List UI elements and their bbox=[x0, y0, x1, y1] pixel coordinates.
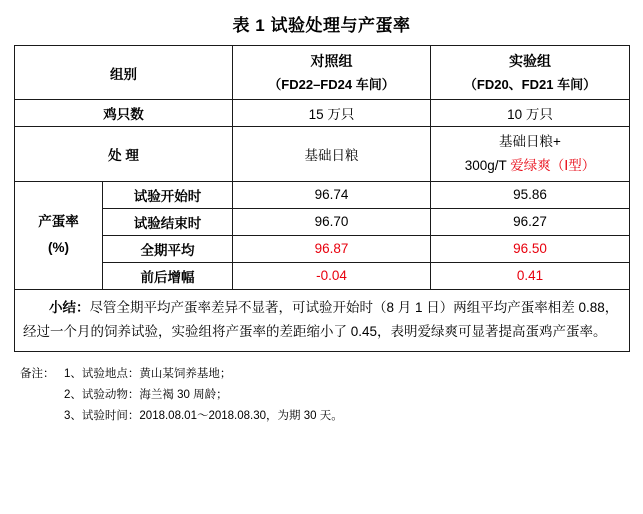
egg-rate-average-experiment: 96.50 bbox=[431, 235, 630, 262]
header-experiment-name: 实验组 bbox=[509, 53, 551, 69]
egg-rate-change-control: -0.04 bbox=[233, 262, 431, 289]
note-item-1 bbox=[64, 364, 629, 385]
egg-rate-end-experiment: 96.27 bbox=[431, 208, 630, 235]
note-item-3 bbox=[64, 406, 629, 427]
table-row bbox=[15, 100, 630, 127]
summary-text: 尽管全期平均产蛋率差异不显著，可试验开始时（8 月 1 日）两组平均产蛋率相差 0.88，经过一个月的饲养试验，实验组将产蛋率的差距缩小了 0.45，表明爱绿爽可显著提高蛋鸡产蛋率。 bbox=[23, 299, 619, 339]
treatment-experiment-line2 bbox=[433, 154, 627, 178]
note-2-text: 试验动物：海兰褐 30 周龄； bbox=[81, 388, 228, 401]
summary-cell bbox=[15, 289, 630, 351]
treatment-control: 基础日粮 bbox=[233, 127, 431, 181]
header-control-name: 对照组 bbox=[310, 53, 353, 69]
notes-section bbox=[14, 352, 629, 428]
egg-rate-label-line1: 产蛋率 bbox=[38, 214, 79, 230]
table-row bbox=[15, 127, 630, 181]
row-label-egg-rate bbox=[15, 181, 103, 289]
table-header-row bbox=[15, 46, 630, 100]
treatment-experiment-line1: 基础日粮+ bbox=[499, 134, 561, 150]
egg-rate-start-control: 96.74 bbox=[233, 181, 431, 208]
summary-lead: 小结： bbox=[49, 299, 90, 315]
note-3-number: 3、 bbox=[64, 410, 82, 423]
note-item-2 bbox=[64, 385, 629, 406]
sub-row-label-average: 全期平均 bbox=[103, 235, 233, 262]
sub-row-label-start: 试验开始时 bbox=[103, 181, 233, 208]
note-3-text: 试验时间：2018.08.01～2018.08.30，为期 30 天。 bbox=[81, 410, 343, 423]
sub-row-label-end: 试验结束时 bbox=[103, 208, 233, 235]
notes-prefix: 备注： bbox=[20, 367, 55, 380]
product-name-text: 爱绿爽（Ⅰ型） bbox=[510, 157, 596, 173]
experiment-results-table bbox=[14, 45, 630, 352]
egg-rate-change-experiment: 0.41 bbox=[431, 262, 630, 289]
table-row bbox=[15, 208, 630, 235]
page-title: 表 1 试验处理与产蛋率 bbox=[232, 16, 411, 35]
table-row bbox=[15, 262, 630, 289]
row-label-chicken-count: 鸡只数 bbox=[15, 100, 233, 127]
treatment-experiment bbox=[431, 127, 630, 181]
table-summary-row bbox=[15, 289, 630, 351]
egg-rate-label-line2: (%) bbox=[48, 240, 69, 255]
note-spacer-3 bbox=[20, 406, 64, 427]
egg-rate-average-control: 96.87 bbox=[233, 235, 431, 262]
header-group-label: 组别 bbox=[15, 46, 233, 100]
note-2-number: 2、 bbox=[64, 388, 82, 401]
note-row bbox=[20, 385, 629, 406]
row-label-treatment: 处 理 bbox=[15, 127, 233, 181]
table-row bbox=[15, 181, 630, 208]
dosage-text: 300g/T bbox=[464, 157, 511, 173]
note-row bbox=[20, 364, 629, 385]
chicken-count-control: 15 万只 bbox=[233, 100, 431, 127]
egg-rate-start-experiment: 95.86 bbox=[431, 181, 630, 208]
header-control-group bbox=[233, 46, 431, 100]
note-1-text: 试验地点：黄山某饲养基地； bbox=[81, 367, 232, 380]
note-spacer-2 bbox=[20, 385, 64, 406]
sub-row-label-change: 前后增幅 bbox=[103, 262, 233, 289]
header-experiment-group bbox=[431, 46, 630, 100]
chicken-count-experiment: 10 万只 bbox=[431, 100, 630, 127]
egg-rate-end-control: 96.70 bbox=[233, 208, 431, 235]
header-control-detail: （FD22–FD24 车间） bbox=[268, 76, 395, 92]
note-row bbox=[20, 406, 629, 427]
table-row bbox=[15, 235, 630, 262]
header-experiment-detail: （FD20、FD21 车间） bbox=[463, 76, 597, 92]
note-1-number: 1、 bbox=[64, 367, 82, 380]
